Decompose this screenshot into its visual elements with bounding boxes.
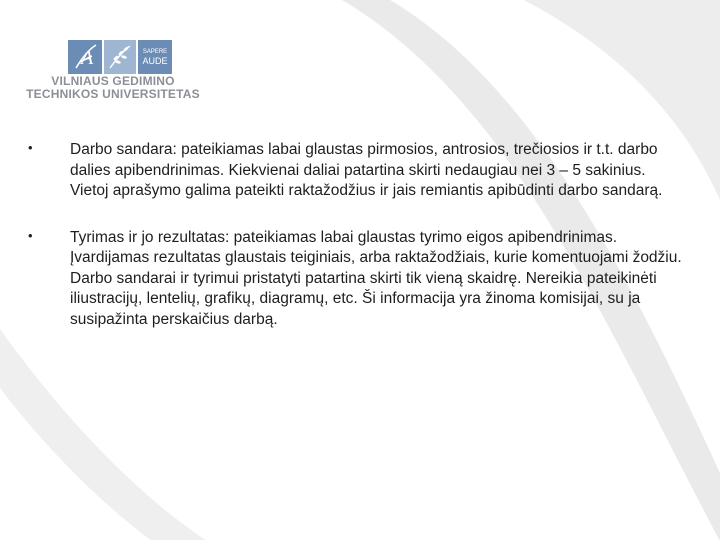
bullet-icon: •	[28, 227, 33, 243]
logo-text-line1: VILNIAUS GEDIMINO	[51, 74, 175, 88]
logo-text-line2: TECHNIKOS UNIVERSITETAS	[26, 87, 200, 101]
emblem-text-bottom: AUDE	[142, 56, 168, 66]
bullet-item	[28, 140, 688, 202]
bullet-text: Darbo sandara: pateikiamas labai glaustas pirmosios, antrosios, trečiosios ir t.t. darbo dalies apibendrinimas. Kiekvienai daliai patartina skirti nedaugiau nei 3 – 5 sakinius. Vietoj aprašymo galima pateikti raktažodžius ir jais remiantis apibūdinti darbo sandarą.	[70, 141, 663, 199]
university-logo	[18, 40, 208, 102]
emblem-text-top: SAPERE	[142, 49, 168, 55]
slide-content	[28, 140, 688, 356]
bullet-text: Tyrimas ir jo rezultatas: pateikiamas labai glaustas tyrimo eigos apibendrinimas. Įvardijamas rezultatas glaustais teiginiais, arba raktažodžiais, kurie komentuojami žodžiu. Darbo sandarai ir tyrimui pristatyti patartina skirti tik vieną skaidrę. Nereikia pateikinėti iliustracijų, lentelių, grafikų, diagramų, etc. Ši informacija yra žinoma komisijai, su ja susipažinta perskaičius darbą.	[70, 228, 682, 328]
bullet-icon: •	[28, 140, 33, 155]
svg-text:A: A	[81, 47, 94, 69]
logo-emblem-icon	[68, 40, 172, 74]
bullet-item	[28, 228, 688, 331]
